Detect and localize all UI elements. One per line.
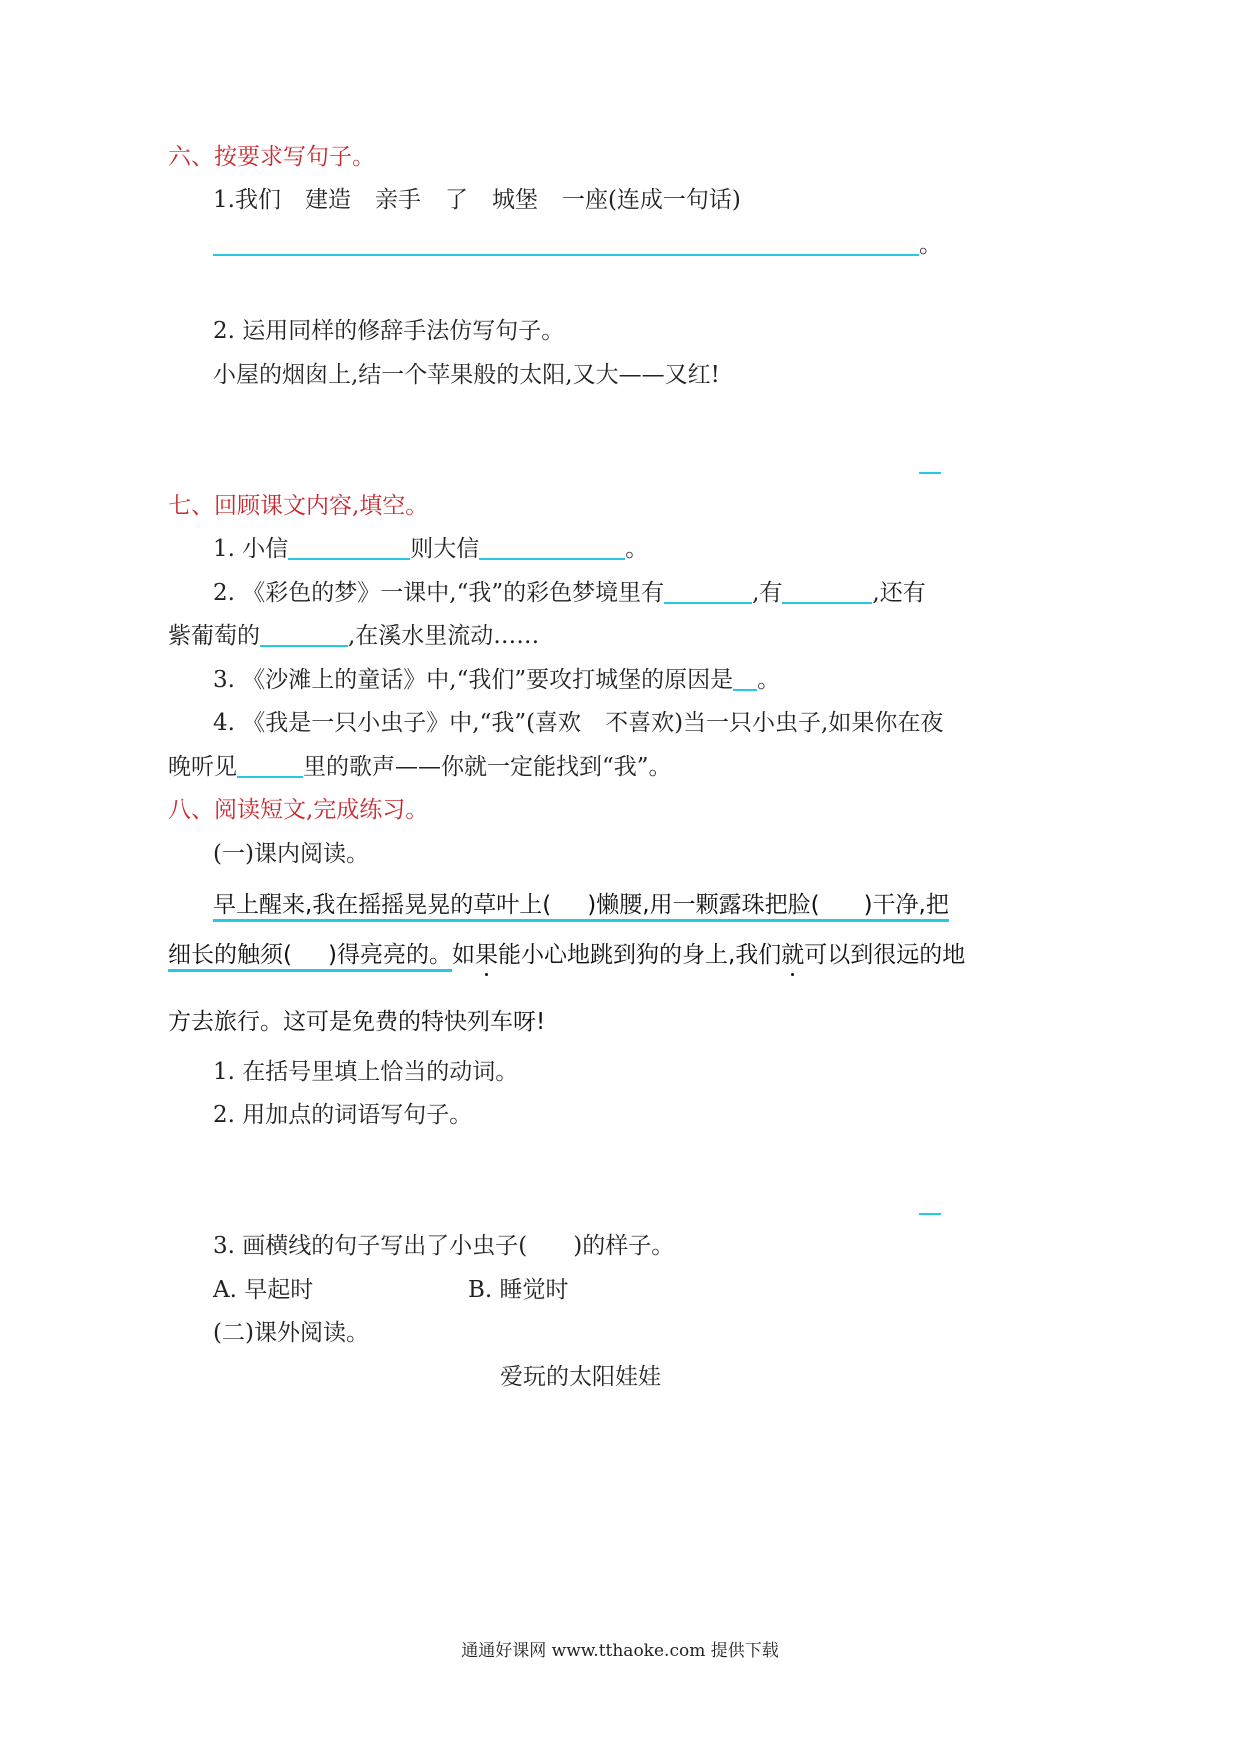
underlined-sentence [213, 892, 949, 922]
blank-2[interactable] [479, 536, 625, 560]
q2-part-b: ,有 [752, 580, 783, 606]
passage-text: 细长的触须( [168, 942, 292, 968]
passage-text: 可以到很远的地 [804, 942, 966, 968]
section7-heading: 七、回顾课文内容,填空。 [168, 493, 429, 519]
section7-q2 [213, 578, 926, 608]
passage-line-2 [168, 940, 965, 970]
q1-number: 1. [213, 187, 235, 213]
section7-q4-cont [168, 752, 672, 782]
q3-part-b: 。 [757, 667, 781, 693]
q2-part-a: 2. 《彩色的梦》一课中,“我”的彩色梦境里有 [213, 580, 665, 606]
section7-q2-cont [168, 621, 539, 651]
underlined-sentence [168, 942, 452, 972]
passage-text: 早上醒来,我在摇摇晃晃的草叶上( [213, 892, 552, 918]
word-1: 我们 [234, 187, 281, 213]
part2-title: (二)课外阅读。 [213, 1320, 369, 1346]
q1-part-a: 1. 小信 [213, 536, 289, 562]
word-6: 一座 [561, 187, 608, 213]
blank-1[interactable] [733, 667, 757, 691]
option-a[interactable]: A. 早起时 [213, 1277, 314, 1303]
section8-heading: 八、阅读短文,完成练习。 [168, 797, 429, 823]
answer-line[interactable] [919, 472, 941, 474]
q2-part-e: ,在溪水里流动…… [348, 623, 540, 649]
passage-text: 如 [451, 942, 475, 968]
q2-part-d: 紫葡萄的 [168, 623, 260, 649]
passage-line-1 [213, 890, 949, 920]
blank-2[interactable] [782, 580, 872, 604]
footer: 通通好课网 www.tthaoke.com 提供下载 [461, 1641, 779, 1661]
q4-part-d: 里的歌声——你就一定能找到“我”。 [303, 754, 672, 780]
dotted-word: 果 [474, 942, 498, 968]
section8-q3 [213, 1231, 674, 1261]
section6-heading: 六、按要求写句子。 [168, 144, 375, 170]
section8-q1: 1. 在括号里填上恰当的动词。 [213, 1059, 519, 1085]
blank-1[interactable] [288, 536, 410, 560]
option-b[interactable]: B. 睡觉时 [468, 1277, 569, 1303]
passage-text: )干净,把 [863, 892, 949, 918]
answer-line[interactable] [919, 1213, 941, 1215]
section7-q1 [213, 534, 648, 564]
section6-q2-prompt: 2. 运用同样的修辞手法仿写句子。 [213, 318, 565, 344]
q4-part-a: 4. 《我是一只小虫子》中,“我”(喜欢 [213, 710, 582, 736]
dotted-word: 就 [781, 942, 805, 968]
section8-q2: 2. 用加点的词语写句子。 [213, 1102, 473, 1128]
section7-q4 [213, 708, 943, 738]
word-3: 亲手 [374, 187, 421, 213]
word-4: 了 [444, 187, 468, 213]
q1-part-b: 则大信 [410, 536, 480, 562]
word-2: 建造 [304, 187, 351, 213]
answer-line[interactable] [213, 254, 919, 256]
passage-line-3: 方去旅行。这可是免费的特快列车呀! [168, 1009, 546, 1035]
q3-part-a: 3. 《沙滩上的童话》中,“我们”要攻打城堡的原因是 [213, 667, 734, 693]
q3-part-a: 3. 画横线的句子写出了小虫子( [213, 1233, 528, 1259]
story-title: 爱玩的太阳娃娃 [500, 1364, 661, 1390]
q4-part-b: 不喜欢)当一只小虫子,如果你在夜 [605, 710, 944, 736]
section6-q2-example: 小屋的烟囱上,结一个苹果般的太阳,又大——又红! [213, 362, 720, 388]
section6-q1 [213, 185, 741, 215]
section7-q3 [213, 665, 780, 695]
part1-title: (一)课内阅读。 [213, 841, 369, 867]
q1-end-mark: 。 [919, 232, 942, 258]
blank-1[interactable] [664, 580, 752, 604]
passage-text: )懒腰,用一颗露珠把脸( [587, 892, 820, 918]
q1-instruction: (连成一句话) [607, 187, 741, 213]
q2-part-c: ,还有 [872, 580, 926, 606]
passage-text: )得亮亮的。 [327, 942, 452, 968]
blank-3[interactable] [260, 623, 348, 647]
word-5: 城堡 [491, 187, 538, 213]
q4-part-c: 晚听见 [168, 754, 237, 780]
q3-part-b: )的样子。 [573, 1233, 675, 1259]
blank-1[interactable] [237, 754, 303, 778]
passage-text: 能小心地跳到狗的身上,我们 [497, 942, 782, 968]
q1-part-c: 。 [625, 536, 649, 562]
